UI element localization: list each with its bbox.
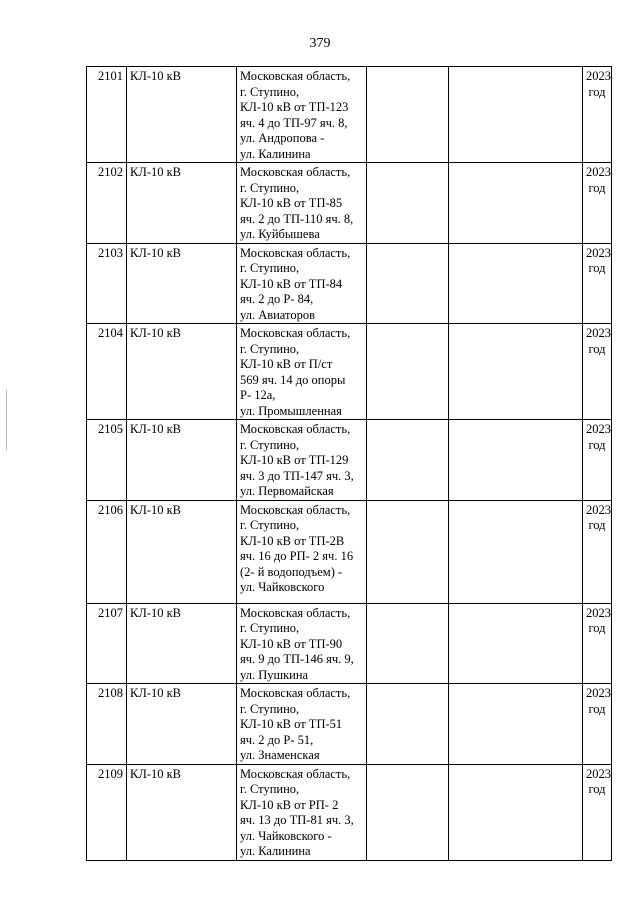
year-line: год (588, 782, 606, 796)
address-line: г. Ступино, (240, 261, 300, 275)
table-row (87, 67, 612, 163)
year-line: 2023 (586, 245, 611, 260)
line-type-cell: КЛ-10 кВ (127, 603, 237, 684)
address-cell (237, 603, 367, 684)
scan-edge-mark (6, 390, 7, 450)
row-number-cell: 2106 (87, 500, 127, 603)
address-line: яч. 9 до ТП-146 яч. 9, (240, 652, 354, 666)
address-line: г. Ступино, (240, 84, 300, 99)
address-cell (237, 420, 367, 501)
address-line: Московская область, (240, 605, 351, 620)
address-line: Московская область, (240, 165, 351, 179)
year-cell (583, 764, 612, 860)
table-row (87, 420, 612, 501)
year-line: год (588, 518, 606, 532)
table-row (87, 163, 612, 244)
address-cell (237, 163, 367, 244)
page-number: 379 (309, 36, 331, 51)
year-line: 2023 (586, 69, 611, 83)
row-number-cell: 2102 (87, 163, 127, 244)
empty-cell (367, 500, 449, 603)
line-type-cell: КЛ-10 кВ (127, 243, 237, 324)
row-number-cell: 2105 (87, 420, 127, 501)
address-line: КЛ-10 кВ от ТП-2В (240, 533, 345, 548)
year-cell (583, 163, 612, 244)
row-number-cell: 2108 (87, 684, 127, 765)
line-type-cell: КЛ-10 кВ (127, 67, 237, 163)
year-line: год (588, 261, 606, 275)
empty-cell (367, 67, 449, 163)
year-line: 2023 (586, 165, 611, 179)
address-line: 569 яч. 14 до опоры (240, 372, 346, 387)
line-type-cell: КЛ-10 кВ (127, 420, 237, 501)
empty-cell (449, 603, 583, 684)
address-line: ул. Авиаторов (240, 307, 315, 322)
address-line: ул. Калинина (240, 844, 311, 858)
row-number-cell: 2101 (87, 67, 127, 163)
table-row (87, 243, 612, 324)
empty-cell (449, 500, 583, 603)
address-line: КЛ-10 кВ от ТП-129 (240, 453, 349, 467)
address-cell (237, 243, 367, 324)
year-line: 2023 (586, 766, 611, 781)
year-cell (583, 243, 612, 324)
table-row (87, 684, 612, 765)
empty-cell (367, 243, 449, 324)
empty-cell (367, 764, 449, 860)
year-line: 2023 (586, 326, 611, 340)
year-cell (583, 684, 612, 765)
row-number-cell: 2107 (87, 603, 127, 684)
address-line: ул. Промышленная (240, 403, 342, 418)
year-line: год (588, 437, 606, 452)
address-line: ул. Пушкина (240, 667, 309, 682)
empty-cell (367, 603, 449, 684)
row-number-cell: 2109 (87, 764, 127, 860)
address-cell (237, 324, 367, 420)
year-line: год (588, 84, 606, 99)
address-line: яч. 3 до ТП-147 яч. 3, (240, 468, 354, 483)
empty-cell (449, 420, 583, 501)
address-line: КЛ-10 кВ от ТП-84 (240, 276, 343, 291)
address-cell (237, 67, 367, 163)
empty-cell (367, 420, 449, 501)
year-cell (583, 420, 612, 501)
address-line: ул. Калинина (240, 146, 311, 161)
address-line: КЛ-10 кВ от ТП-123 (240, 100, 349, 114)
address-line: (2- й водоподъем) - (240, 564, 343, 579)
line-type-cell: КЛ-10 кВ (127, 500, 237, 603)
address-line: КЛ-10 кВ от ТП-90 (240, 636, 343, 651)
line-type-cell: КЛ-10 кВ (127, 324, 237, 420)
address-line: яч. 4 до ТП-97 яч. 8, (240, 115, 348, 130)
address-line: г. Ступино, (240, 701, 300, 716)
year-line: 2023 (586, 422, 611, 436)
table-row (87, 500, 612, 603)
year-line: год (588, 341, 606, 356)
address-line: яч. 16 до РП- 2 яч. 16 (240, 549, 354, 563)
address-line: г. Ступино, (240, 341, 300, 356)
year-line: 2023 (586, 502, 611, 517)
address-line: Московская область, (240, 502, 351, 517)
row-number-cell: 2104 (87, 324, 127, 420)
address-line: Московская область, (240, 326, 351, 340)
year-line: год (588, 621, 606, 635)
address-line: ул. Чайковского (240, 580, 325, 594)
year-line: год (588, 701, 606, 716)
address-line: г. Ступино, (240, 782, 300, 796)
address-line: КЛ-10 кВ от РП- 2 (240, 797, 339, 812)
year-cell (583, 603, 612, 684)
year-line: 2023 (586, 605, 611, 620)
year-line: 2023 (586, 686, 611, 700)
address-line: г. Ступино, (240, 621, 300, 635)
line-type-cell: КЛ-10 кВ (127, 163, 237, 244)
empty-cell (367, 163, 449, 244)
address-line: ул. Первомайская (240, 484, 334, 498)
year-line: год (588, 180, 606, 195)
table-row (87, 764, 612, 860)
register-table (86, 66, 612, 861)
address-line: яч. 2 до Р- 84, (240, 292, 314, 306)
address-line: Московская область, (240, 422, 351, 436)
address-line: яч. 13 до ТП-81 яч. 3, (240, 813, 354, 827)
address-line: Московская область, (240, 245, 351, 260)
year-cell (583, 500, 612, 603)
address-line: КЛ-10 кВ от П/ст (240, 357, 333, 371)
line-type-cell: КЛ-10 кВ (127, 684, 237, 765)
year-cell (583, 324, 612, 420)
empty-cell (449, 243, 583, 324)
address-line: ул. Андропова - (240, 131, 325, 145)
empty-cell (449, 324, 583, 420)
address-line: яч. 2 до ТП-110 яч. 8, (240, 211, 354, 226)
empty-cell (449, 163, 583, 244)
address-line: КЛ-10 кВ от ТП-51 (240, 717, 343, 731)
row-number-cell: 2103 (87, 243, 127, 324)
address-line: Московская область, (240, 766, 351, 781)
empty-cell (367, 684, 449, 765)
address-line: Р- 12а, (240, 388, 276, 402)
empty-cell (449, 764, 583, 860)
address-line: КЛ-10 кВ от ТП-85 (240, 196, 343, 210)
line-type-cell: КЛ-10 кВ (127, 764, 237, 860)
address-line: яч. 2 до Р- 51, (240, 732, 314, 747)
address-cell (237, 500, 367, 603)
address-line: Московская область, (240, 686, 351, 700)
address-line: ул. Куйбышева (240, 227, 320, 241)
address-line: г. Ступино, (240, 180, 300, 195)
address-line: г. Ступино, (240, 437, 300, 452)
address-line: Московская область, (240, 69, 351, 83)
address-line: г. Ступино, (240, 518, 300, 532)
table-row (87, 603, 612, 684)
address-cell (237, 764, 367, 860)
address-line: ул. Знаменская (240, 748, 320, 762)
year-cell (583, 67, 612, 163)
empty-cell (449, 684, 583, 765)
address-line: ул. Чайковского - (240, 828, 332, 843)
register-rows (87, 67, 612, 861)
address-cell (237, 684, 367, 765)
table-row (87, 324, 612, 420)
empty-cell (449, 67, 583, 163)
empty-cell (367, 324, 449, 420)
